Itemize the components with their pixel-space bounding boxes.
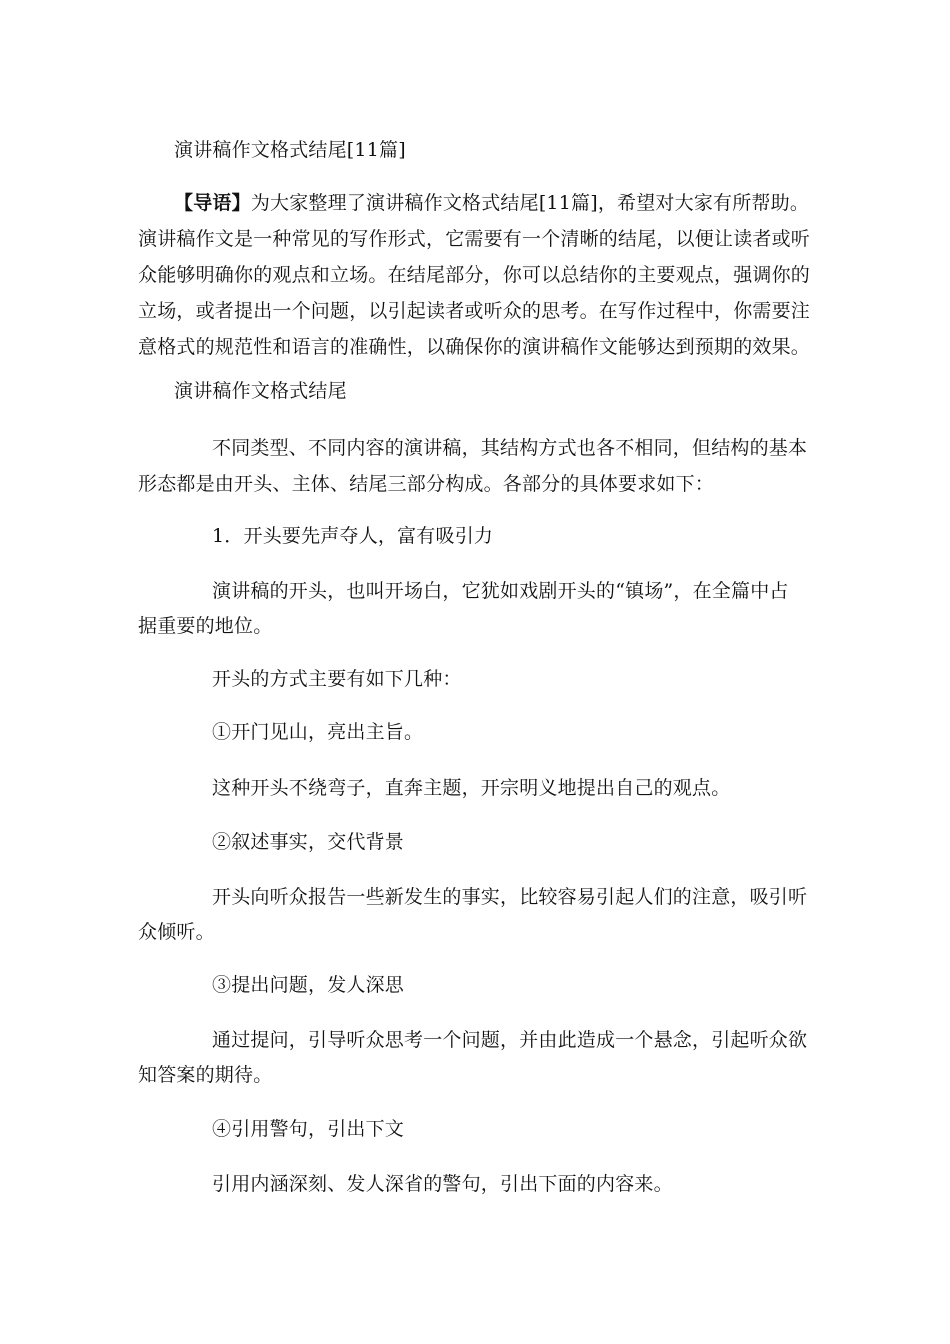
method2-line-2: 众倾听。 xyxy=(138,921,215,943)
section-heading: 演讲稿作文格式结尾 xyxy=(174,380,347,402)
intro-line-3: 众能够明确你的观点和立场。在结尾部分，你可以总结你的主要观点，强调你的 xyxy=(138,264,811,286)
method3-title: ③提出问题，发人深思 xyxy=(212,974,405,996)
method4-title: ④引用警句，引出下文 xyxy=(212,1118,405,1140)
para2-line-1: 演讲稿的开头，也叫开场白，它犹如戏剧开头的“镇场”，在全篇中占 xyxy=(212,580,789,602)
intro-line-1 xyxy=(174,186,809,220)
method2-title: ②叙述事实，交代背景 xyxy=(212,831,405,853)
item1-heading: 1．开头要先声夺人，富有吸引力 xyxy=(212,525,494,547)
para3: 开头的方式主要有如下几种： xyxy=(212,668,462,690)
intro-line-4: 立场，或者提出一个问题，以引起读者或听众的思考。在写作过程中，你需要注 xyxy=(138,300,811,322)
intro-line-5: 意格式的规范性和语言的准确性，以确保你的演讲稿作文能够达到预期的效果。 xyxy=(138,336,811,358)
document-title: 演讲稿作文格式结尾[11篇] xyxy=(174,139,406,161)
intro-line-1-text: 为大家整理了演讲稿作文格式结尾[11篇]，希望对大家有所帮助。 xyxy=(250,192,810,214)
method1-text: 这种开头不绕弯子，直奔主题，开宗明义地提出自己的观点。 xyxy=(212,777,731,799)
method2-line-1: 开头向听众报告一些新发生的事实，比较容易引起人们的注意，吸引听 xyxy=(212,886,808,908)
para2-line-2: 据重要的地位。 xyxy=(138,615,273,637)
para1-line-1: 不同类型、不同内容的演讲稿，其结构方式也各不相同，但结构的基本 xyxy=(212,437,808,459)
intro-line-2: 演讲稿作文是一种常见的写作形式，它需要有一个清晰的结尾，以便让读者或听 xyxy=(138,228,811,250)
method4-text: 引用内涵深刻、发人深省的警句，引出下面的内容来。 xyxy=(212,1173,673,1195)
para1-line-2: 形态都是由开头、主体、结尾三部分构成。各部分的具体要求如下： xyxy=(138,473,715,495)
method3-line-1: 通过提问，引导听众思考一个问题，并由此造成一个悬念，引起听众欲 xyxy=(212,1029,808,1051)
method3-line-2: 知答案的期待。 xyxy=(138,1064,273,1086)
method1-title: ①开门见山，亮出主旨。 xyxy=(212,721,424,743)
intro-label: 【导语】 xyxy=(174,192,251,214)
